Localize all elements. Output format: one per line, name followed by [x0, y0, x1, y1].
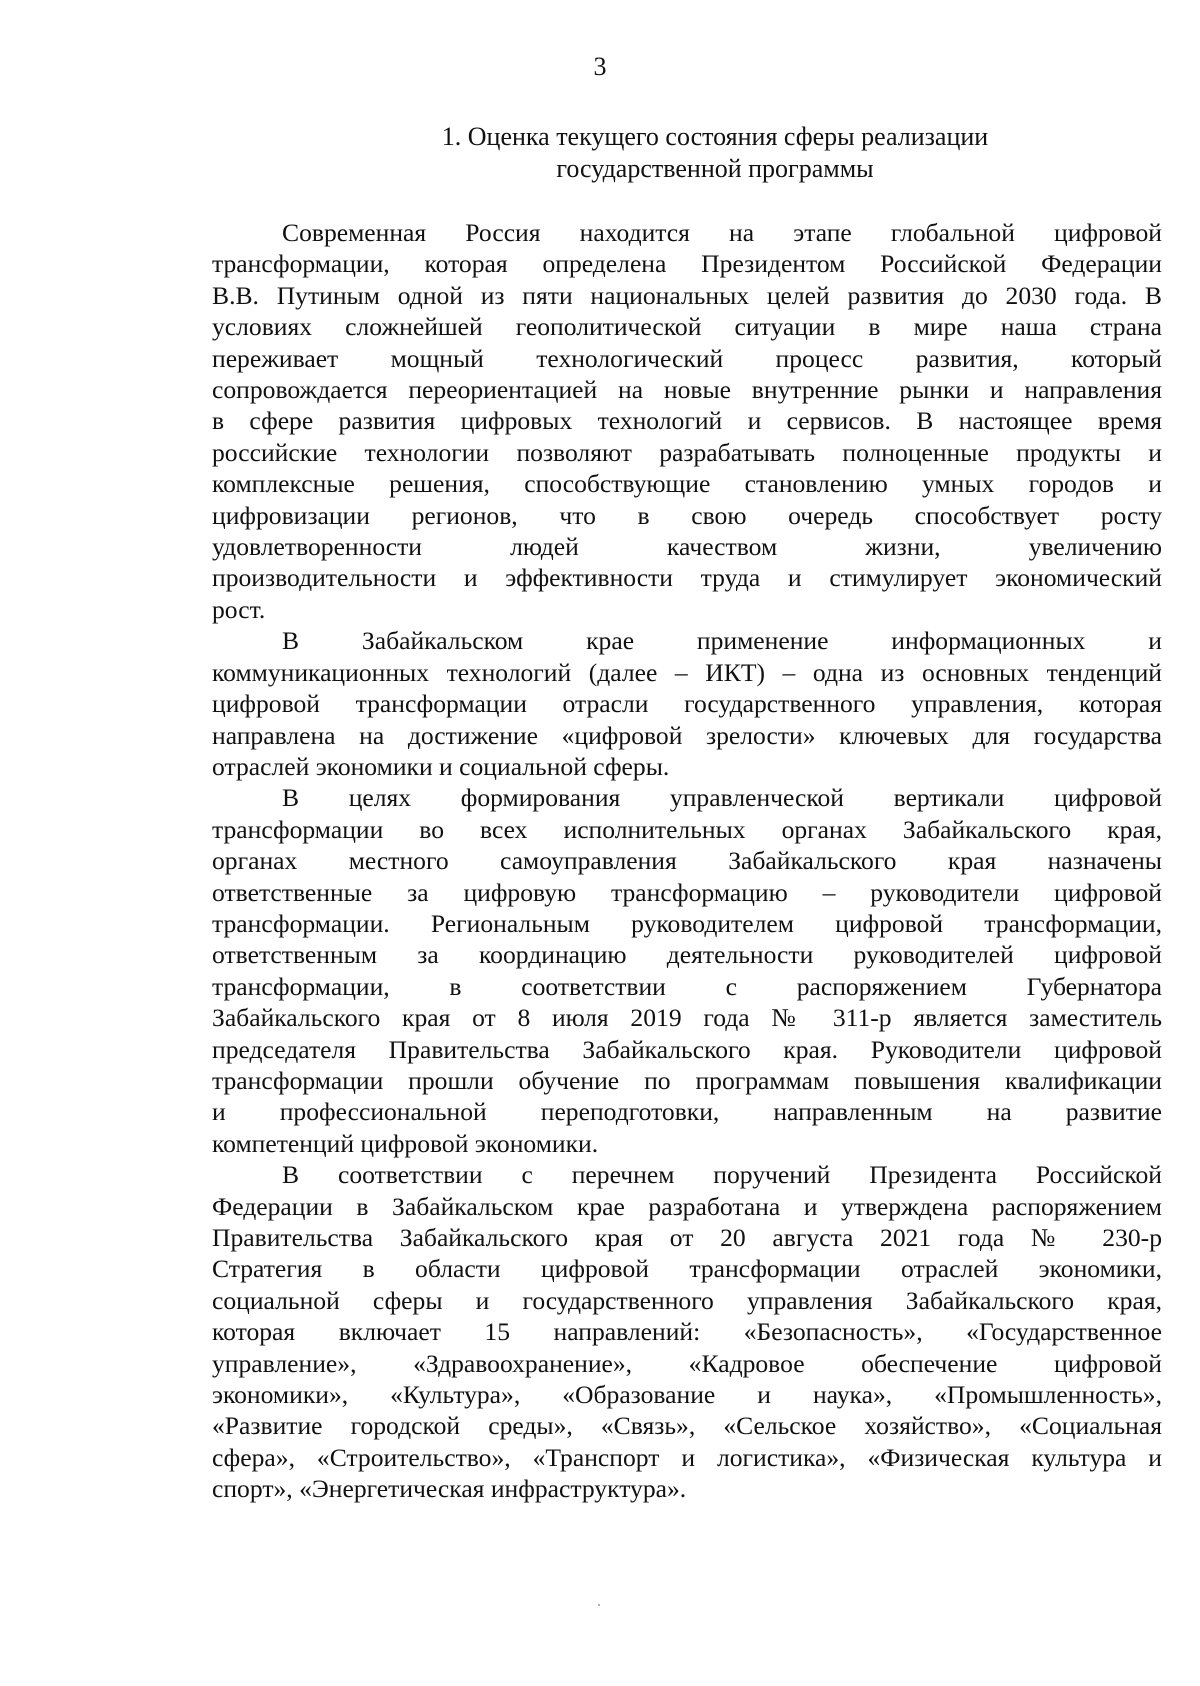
text-line: сопровождается переориентацией на новые внутренние рынки и направления [212, 375, 1162, 405]
paragraph-management [212, 782, 1162, 1159]
section-heading-line-1: 1. Оценка текущего состояния сферы реализации [441, 122, 989, 151]
text-line: ответственные за цифровую трансформацию – руководители цифровой [212, 877, 1162, 907]
paragraph-digital-transformation [212, 217, 1162, 625]
text-line: В.В. Путиным одной из пяти национальных целей развития до 2030 года. В [212, 280, 1162, 310]
text-line: сфера», «Строительство», «Транспорт и логистика», «Физическая культура и [212, 1442, 1162, 1472]
text-line: которая включает 15 направлений: «Безопасность», «Государственное [212, 1317, 1162, 1347]
section-heading-line-2: государственной программы [556, 154, 874, 183]
text-line: Современная Россия находится на этапе глобальной цифровой [282, 218, 1162, 247]
text-line: цифровой трансформации отрасли государственного управления, которая [212, 689, 1162, 719]
scan-speck [598, 1604, 600, 1606]
text-line: экономики», «Культура», «Образование и наука», «Промышленность», [212, 1380, 1162, 1410]
text-line: управление», «Здравоохранение», «Кадровое обеспечение цифровой [212, 1348, 1162, 1378]
text-line: трансформации прошли обучение по программам повышения квалификации [212, 1065, 1162, 1095]
text-line: В соответствии с перечнем поручений Президента Российской [282, 1160, 1162, 1190]
text-line: производительности и эффективности труда и стимулирует экономический [212, 563, 1162, 593]
text-line: Правительства Забайкальского края от 20 августа 2021 года № 230-р [212, 1223, 1162, 1252]
text-line: Стратегия в области цифровой трансформации отраслей экономики, [212, 1254, 1162, 1284]
text-line: отраслей экономики и социальной сферы. [212, 751, 670, 781]
text-line: спорт», «Энергетическая инфраструктура». [212, 1474, 687, 1504]
text-line: направлена на достижение «цифровой зрелости» ключевых для государства [212, 720, 1162, 750]
text-line: председателя Правительства Забайкальского края. Руководители цифровой [212, 1034, 1162, 1064]
page-number: 3 [593, 52, 607, 81]
text-line: В Забайкальском крае применение информационных и [282, 626, 1162, 656]
text-line: цифровизации регионов, что в свою очередь способствует росту [212, 500, 1162, 530]
text-line: компетенций цифровой экономики. [212, 1128, 599, 1158]
text-line: Забайкальского края от 8 июля 2019 года № 311-р является заместитель [212, 1003, 1162, 1033]
text-line: ответственным за координацию деятельности руководителей цифровой [212, 940, 1162, 970]
paragraph-ict [212, 625, 1162, 782]
text-line: переживает мощный технологический процесс развития, который [212, 343, 1162, 373]
text-line: социальной сферы и государственного управления Забайкальского края, [212, 1285, 1162, 1315]
text-line: Федерации в Забайкальском крае разработана и утверждена распоряжением [212, 1191, 1162, 1221]
text-line: трансформации, в соответствии с распоряжением Губернатора [212, 971, 1162, 1001]
text-line: трансформации. Региональным руководителем цифровой трансформации, [212, 908, 1162, 938]
text-line: трансформации во всех исполнительных органах Забайкальского края, [212, 814, 1162, 844]
text-line: российские технологии позволяют разрабатывать полноценные продукты и [212, 437, 1162, 467]
section-heading [330, 121, 1100, 185]
text-line: условиях сложнейшей геополитической ситуации в мире наша страна [212, 312, 1162, 342]
text-line: в сфере развития цифровых технологий и сервисов. В настоящее время [212, 406, 1162, 436]
text-line: коммуникационных технологий (далее – ИКТ) – одна из основных тенденций [212, 657, 1162, 687]
text-line: «Развитие городской среды», «Связь», «Сельское хозяйство», «Социальная [212, 1411, 1162, 1441]
text-line: трансформации, которая определена Президентом Российской Федерации [212, 249, 1162, 279]
text-line: рост. [212, 594, 266, 624]
text-line: В целях формирования управленческой вертикали цифровой [282, 783, 1162, 813]
text-line: комплексные решения, способствующие становлению умных городов и [212, 469, 1162, 499]
body-text [212, 217, 1162, 1505]
text-line: и профессиональной переподготовки, направленным на развитие [212, 1097, 1162, 1127]
paragraph-strategy [212, 1159, 1162, 1504]
text-line: органах местного самоуправления Забайкальского края назначены [212, 846, 1162, 876]
text-line: удовлетворенности людей качеством жизни, увеличению [212, 532, 1162, 562]
